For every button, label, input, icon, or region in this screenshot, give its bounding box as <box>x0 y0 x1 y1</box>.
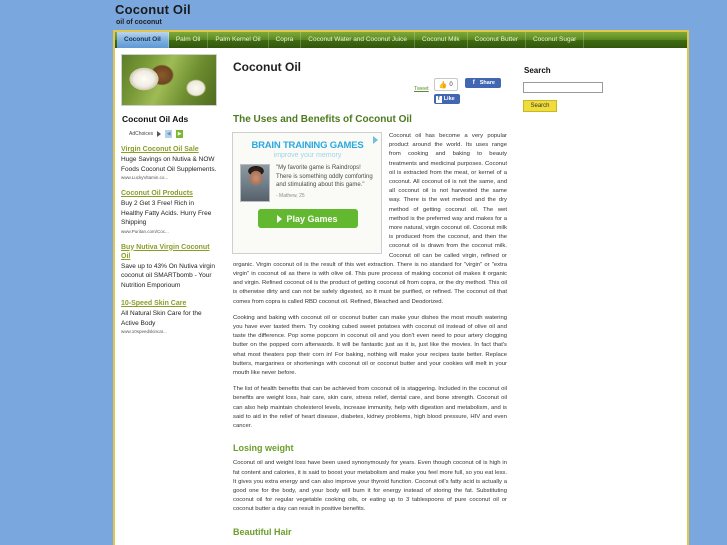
sidebar-ad[interactable] <box>121 299 217 334</box>
sidebar-ads-heading: Coconut Oil Ads <box>122 114 189 124</box>
ad-prev-arrow-icon[interactable]: ◀ <box>166 131 171 137</box>
facebook-share-button[interactable] <box>465 78 501 88</box>
sidebar-ad-url: www.Puritan.com/Coc... <box>121 228 169 234</box>
adchoices-triangle-icon <box>157 131 161 137</box>
sidebar-ad-title[interactable]: Coconut Oil Products <box>121 190 193 197</box>
body-columns <box>115 48 687 545</box>
facebook-like-count-box <box>434 78 458 91</box>
inline-ad-body <box>240 164 375 202</box>
sidebar-ad-title[interactable]: Virgin Coconut Oil Sale <box>121 146 199 153</box>
article-paragraph: Coconut oil and weight loss have been used synonymously for years. Even though coconut oil is high in fat content and calories, it is said to boost your metabolism and make you feel more full, so you eat less. It gives you extra energy and can also improve your thyroid function. Coconut oil's fatty acid is actually a good one for the body, and your body will burn it for energy instead of storing the fat. Substituting coconut oil for regular vegetable cooking oils, or eating up to 3 tablespoons of pure coconut oil or coconut butter a day can result in positive benefits. <box>233 460 507 513</box>
play-games-label: Play Games <box>286 213 338 224</box>
inline-ad-attribution: - Mathew, 25 <box>276 192 305 199</box>
site-header <box>115 2 715 26</box>
social-share-row <box>232 78 501 106</box>
nav-item-coconut-milk[interactable]: Coconut Milk <box>415 32 468 48</box>
inline-ad-brand: BRAIN TRAINING GAMES <box>251 140 364 151</box>
site-tagline: oil of coconut <box>116 19 162 26</box>
play-triangle-icon <box>277 215 282 223</box>
facebook-like-button[interactable] <box>434 94 460 104</box>
like-count: 0 <box>449 81 453 88</box>
content-frame <box>113 30 689 545</box>
subsection-heading-losing-weight: Losing weight <box>233 443 294 454</box>
thumbs-up-icon: 👍 <box>438 81 448 89</box>
article-paragraph: Coconut oil has become a very popular product around the world. Its uses range from cooking and baking to beauty treatments and medicinal purposes. Coconut oil is extracted from the meat, or kernel of a coconut. All coconut oil is not the same, and all coconut oil is not harvested the same way. There is the wet method and the dry method of getting coconut oil. The wet method is the preferred way and makes for a more natural, virgin coconut oil. Coconut milk is produced from the coconut, and then the coconut oil is drawn from the coconut milk. Coconut oil can be called virgin, refined or organic. Virgin coconut oil is the result of this wet extraction. There is no standard for "virgin" or "extra virgin" in coconut oil as there is with olive oil. This pure process of making coconut oil makes it organic and virgin. Refined coconut oil is the product of getting coconut oil from copra, or the dry method. This oil is otherwise dirty and can not be safely digested, so it must be purified, or refined. The coconut oil that comes from copra is called RBD coconut oil. Refined, Bleached and Deodorized. <box>233 133 507 305</box>
sidebar-ad-url: www.10speedskincar... <box>121 329 167 334</box>
facebook-icon: f <box>437 95 440 102</box>
nav-item-coconut-butter[interactable]: Coconut Butter <box>468 32 526 48</box>
search-input[interactable] <box>523 82 603 93</box>
sidebar-ad-url: www.LuckyVitamin.co... <box>121 175 169 180</box>
article-paragraph: Cooking and baking with coconut oil or coconut butter can make your dishes the most mouth watering you have ever tasted them. Try cooking cubed sweet potatoes with coconut oil instead of olive oil and taste the difference. Pop some popcorn in coconut oil and you don't even need to pour artery clogging butter on the popped corn afterwards. It will be fantastic just as it is, just like the movies. In fact that's what most theaters pop their corn in! For baking, nothing will make your recipes taste better. Replace butters, margarines or shortenings with coconut oil or coconut butter and your cookies will melt in your mouth like never before. <box>233 314 507 377</box>
ad-next-arrow-icon[interactable]: ▶ <box>177 131 182 137</box>
sidebar-ad[interactable] <box>121 243 217 291</box>
sidebar-ad[interactable] <box>121 189 217 234</box>
right-sidebar <box>513 48 683 545</box>
nav-item-copra[interactable]: Copra <box>269 32 302 48</box>
inline-ad-avatar <box>240 164 270 202</box>
facebook-share-icon: f <box>472 79 475 86</box>
sidebar-ad-text: Buy 2 Get 3 Free! Rich in Healthy Fatty Acids. Hurry Free Shipping <box>121 200 212 226</box>
nav-item-palm-kernel-oil[interactable]: Palm Kernel Oil <box>208 32 268 48</box>
nav-item-coconut-oil[interactable]: Coconut Oil <box>117 32 169 48</box>
section-heading: The Uses and Benefits of Coconut Oil <box>233 114 412 125</box>
adchoices-row[interactable] <box>129 130 217 138</box>
nav-item-coconut-water-and-juice[interactable]: Coconut Water and Coconut Juice <box>301 32 415 48</box>
left-sidebar <box>115 48 222 545</box>
sidebar-ad-title[interactable]: 10-Speed Skin Care <box>121 300 187 307</box>
search-heading: Search <box>524 66 551 75</box>
facebook-like-label: Like <box>443 96 455 102</box>
ad-info-triangle-icon[interactable] <box>373 136 378 144</box>
inline-advertisement[interactable] <box>232 132 382 254</box>
main-navigation <box>115 32 687 48</box>
inline-ad-subtitle: improve your memory <box>273 152 342 159</box>
adchoices-label: AdChoices <box>129 131 154 137</box>
facebook-like-group <box>434 78 460 104</box>
tweet-button[interactable]: Tweet <box>414 86 429 92</box>
search-button[interactable]: Search <box>523 100 557 112</box>
subsection-heading-beautiful-hair: Beautiful Hair <box>233 526 292 537</box>
inline-ad-quote: "My favorite game is Raindrops! There is something oddly comforting and stimulating about this game." <box>276 165 373 189</box>
site-title: Coconut Oil <box>115 2 191 17</box>
sidebar-ad-title[interactable]: Buy Nutiva Virgin Coconut Oil <box>121 243 210 260</box>
coconut-photo <box>121 54 217 106</box>
sidebar-ad[interactable] <box>121 145 217 180</box>
main-content <box>222 48 513 545</box>
article-paragraph: The list of health benefits that can be achieved from coconut oil is staggering. Included in the coconut oil benefits are weight loss, hair care, skin care, stress relief, dental care, and bone strength. Coconut oil can also help maintain cholesterol levels, increase immunity, help with digestion and metabolism, and is said to aid in the relief of heart disease, diabetes, kidney problems, high blood pressure, HIV and even cancer. <box>233 386 507 430</box>
sidebar-ad-text: All Natural Skin Care for the Active Body <box>121 310 202 327</box>
facebook-share-label: Share <box>479 80 495 86</box>
nav-item-palm-oil[interactable]: Palm Oil <box>169 32 209 48</box>
sidebar-ad-text: Huge Savings on Nutiva & NOW Foods Coconut Oil Supplements. <box>121 156 217 173</box>
play-games-button[interactable] <box>258 209 358 228</box>
sidebar-ad-text: Save up to 43% On Nutiva virgin coconut oil SMARTbomb - Your Nutrition Emporioum <box>121 262 215 289</box>
page-title: Coconut Oil <box>233 60 301 74</box>
nav-item-coconut-sugar[interactable]: Coconut Sugar <box>526 32 584 48</box>
